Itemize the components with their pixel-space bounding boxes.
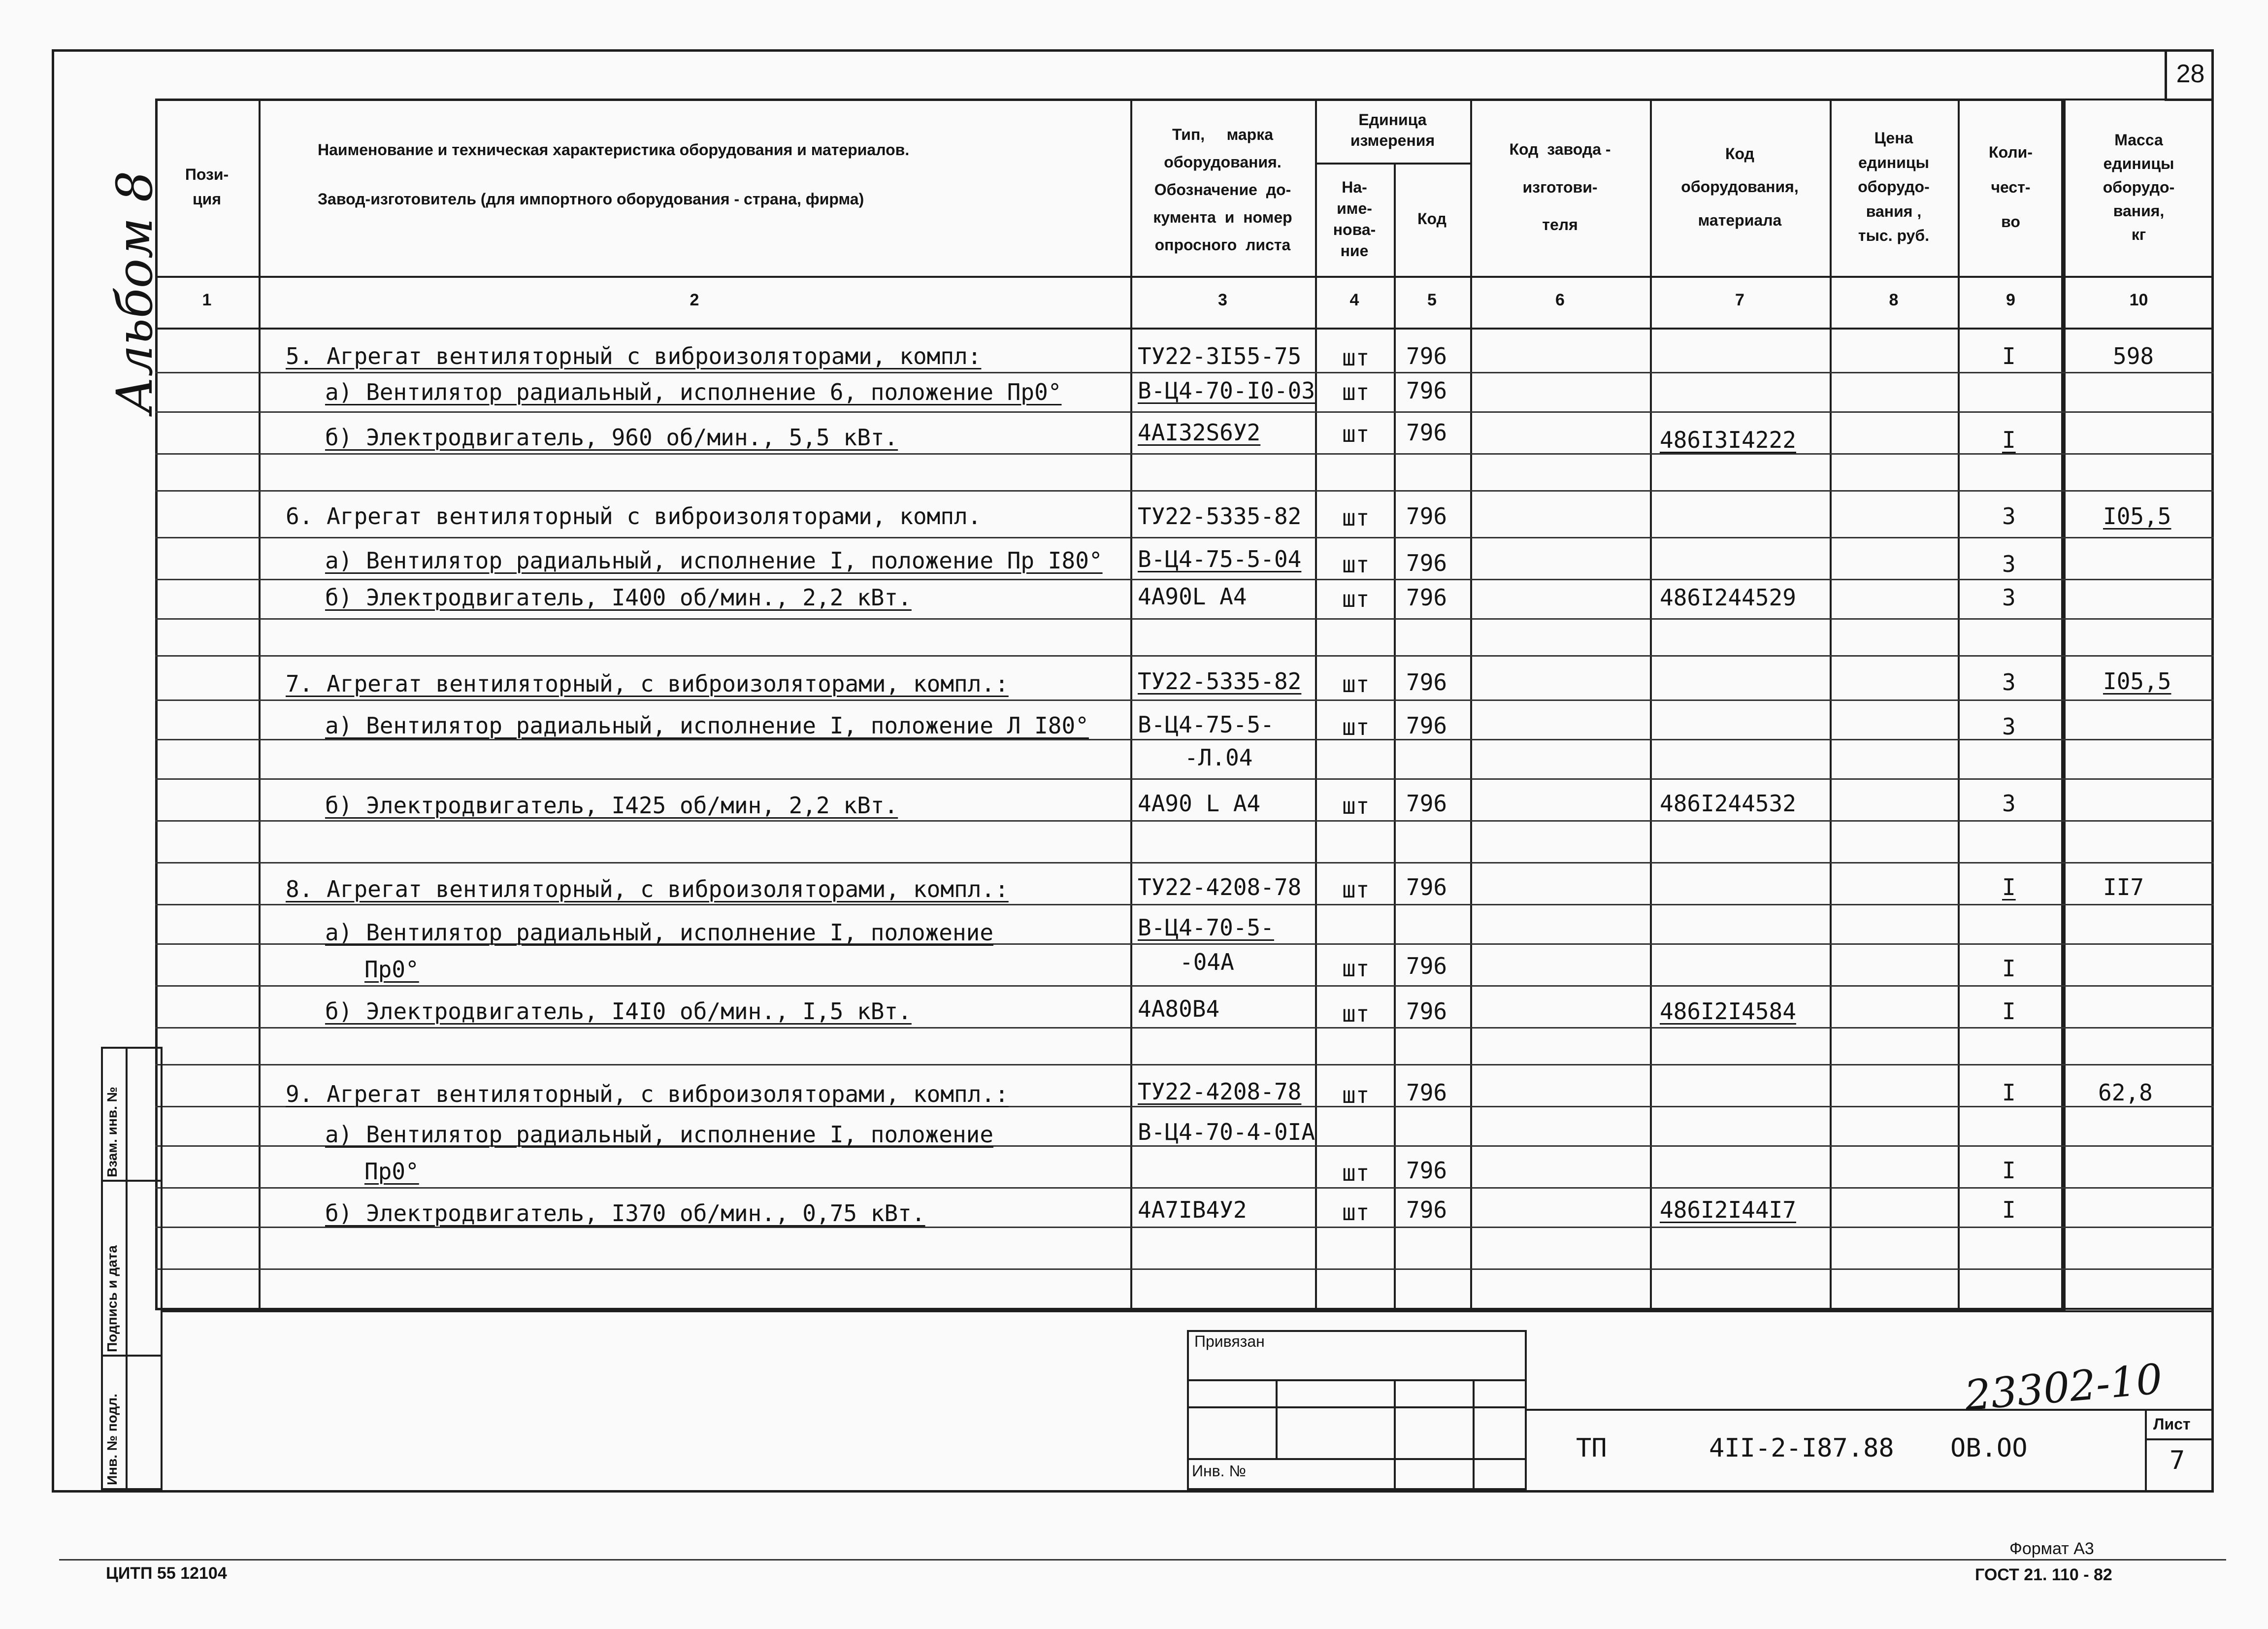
row-item-type: В-Ц4-70-5- xyxy=(1138,914,1274,941)
row-item-unit: шт xyxy=(1342,551,1370,578)
row-item-code: 796 xyxy=(1406,550,1447,576)
row-item-code: 796 xyxy=(1406,1079,1447,1106)
row-item-mass: 598 xyxy=(2113,343,2154,369)
header-col-unit-name: На- име- нова- ние xyxy=(1333,178,1376,260)
row-item-code: 796 xyxy=(1406,1197,1447,1223)
col-divider xyxy=(1394,163,1396,1310)
footer-format: Формат А3 xyxy=(2009,1539,2094,1558)
row-item-qty: I xyxy=(2002,343,2016,369)
header-bottom-line xyxy=(155,276,2064,278)
row-item-name: б) Электродвигатель, 960 об/мин., 5,5 кВт. xyxy=(325,424,898,451)
privyazan-line xyxy=(1187,1458,1527,1460)
row-line xyxy=(155,1268,2214,1270)
row-item-code: 796 xyxy=(1406,669,1447,696)
col-number: 2 xyxy=(690,291,699,309)
privyazan-line xyxy=(1187,1379,1527,1381)
row-item-mass: I05,5 xyxy=(2103,668,2171,695)
row-line xyxy=(155,862,2214,864)
header-col-name-line2: Завод-изготовитель (для импортного оборудования - страна, фирма) xyxy=(318,190,864,208)
page-number: 28 xyxy=(2165,49,2214,101)
row-item-unit: шт xyxy=(1342,421,1370,447)
header-col-name-line1: Наименование и техническая характеристика оборудования и материалов. xyxy=(318,141,910,159)
row-line xyxy=(155,618,2214,620)
side-stamp-line xyxy=(101,1180,163,1182)
doc-tp: ТП xyxy=(1576,1433,1607,1463)
row-item-qty: I xyxy=(2002,1157,2016,1184)
row-item-mass: II7 xyxy=(2103,874,2144,900)
row-item-qty: I xyxy=(2002,874,2016,900)
col-number: 8 xyxy=(1889,291,1899,309)
unit-subheader-line xyxy=(1315,163,1470,165)
album-label: Альбом 8 xyxy=(106,170,164,414)
handwritten-number: 23302-10 xyxy=(1963,1354,2165,1420)
row-line xyxy=(155,411,2214,413)
row-item-qty: 3 xyxy=(2002,713,2016,740)
col-number: 9 xyxy=(2006,291,2015,309)
side-stamp-line xyxy=(101,1355,163,1357)
row-item-name: 9. Агрегат вентиляторный, с виброизоляторами, компл.: xyxy=(286,1081,1009,1107)
row-item-type: ТУ22-5335-82 xyxy=(1138,668,1302,695)
row-item-name: 6. Агрегат вентиляторный с виброизоляторами, компл. xyxy=(286,503,982,530)
row-item-type: ТУ22-3I55-75 xyxy=(1138,343,1302,369)
side-stamp-inv: Инв. № подл. xyxy=(104,1394,120,1485)
row-item-type-cont: -04А xyxy=(1180,949,1234,975)
col-number: 10 xyxy=(2129,291,2148,309)
mass-header-line xyxy=(2064,276,2214,278)
row-item-qty: I xyxy=(2002,998,2016,1025)
row-item-code: 796 xyxy=(1406,953,1447,979)
col-divider xyxy=(1470,99,1472,1310)
row-line xyxy=(155,490,2214,492)
side-stamp-podpis: Подпись и дата xyxy=(104,1245,120,1352)
side-stamp-divider xyxy=(126,1047,128,1490)
row-line xyxy=(155,820,2214,822)
row-item-unit: шт xyxy=(1342,671,1370,698)
row-item-name: а) Вентилятор радиальный, исполнение 6, положение Пр0° xyxy=(325,379,1062,405)
row-item-unit: шт xyxy=(1342,344,1370,371)
row-item-unit: шт xyxy=(1342,1082,1370,1108)
row-item-name: а) Вентилятор радиальный, исполнение I, положение Л I80° xyxy=(325,712,1089,739)
col-divider xyxy=(1130,99,1132,1310)
footer-gost: ГОСТ 21. 110 - 82 xyxy=(1975,1565,2112,1584)
row-item-equip-code: 486I244529 xyxy=(1660,584,1796,611)
privyazan-divider xyxy=(1394,1379,1396,1490)
row-item-unit: шт xyxy=(1342,955,1370,982)
row-item-type: 4А7IВ4У2 xyxy=(1138,1197,1247,1223)
row-item-qty: 3 xyxy=(2002,584,2016,611)
row-item-type: ТУ22-4208-78 xyxy=(1138,1078,1302,1105)
row-line xyxy=(155,778,2214,780)
row-item-name: а) Вентилятор радиальный, исполнение I, положение xyxy=(325,1121,994,1148)
title-doc-line xyxy=(1527,1409,2214,1411)
col-number: 7 xyxy=(1735,291,1744,309)
col-divider xyxy=(1650,99,1652,1310)
privyazan-line xyxy=(1187,1406,1527,1408)
row-item-unit: шт xyxy=(1342,1199,1370,1226)
title-top-line xyxy=(163,1310,2214,1312)
col-number: 4 xyxy=(1349,291,1359,309)
row-item-qty: 3 xyxy=(2002,669,2016,696)
row-item-name: а) Вентилятор радиальный, исполнение I, положение Пр I80° xyxy=(325,547,1103,574)
row-item-unit: шт xyxy=(1342,379,1370,405)
privyazan-label: Привязан xyxy=(1194,1332,1265,1350)
bottom-rule xyxy=(59,1559,2226,1561)
row-item-type: 4А90L А4 xyxy=(1138,583,1247,610)
row-item-code: 796 xyxy=(1406,584,1447,611)
row-line xyxy=(155,1027,2214,1029)
privyazan-divider xyxy=(1473,1379,1475,1490)
col-number: 3 xyxy=(1218,291,1227,309)
row-item-code: 796 xyxy=(1406,377,1447,404)
row-item-name: б) Электродвигатель, I425 об/мин, 2,2 кВт. xyxy=(325,792,898,819)
header-col-mass: Масса единицы оборудо- вания, кг xyxy=(2103,131,2175,243)
row-item-mass: I05,5 xyxy=(2103,503,2171,530)
header-col-unit-code: Код xyxy=(1417,210,1446,228)
sheet-number: 7 xyxy=(2169,1446,2185,1475)
row-line xyxy=(155,1187,2214,1189)
row-item-name: б) Электродвигатель, I370 об/мин., 0,75 кВт. xyxy=(325,1200,925,1227)
row-item-qty: I xyxy=(2002,1079,2016,1106)
row-item-unit: шт xyxy=(1342,504,1370,531)
footer-left: ЦИТП 55 12104 xyxy=(106,1564,227,1583)
header-col-quantity: Коли- чест- во xyxy=(1989,143,2033,231)
row-item-mass: 62,8 xyxy=(2098,1079,2153,1106)
row-line xyxy=(155,739,2214,740)
row-item-type-cont: -Л.04 xyxy=(1184,744,1253,771)
row-item-equip-code: 486I244532 xyxy=(1660,790,1796,817)
row-line xyxy=(155,579,2214,580)
col-divider xyxy=(259,99,261,1310)
row-item-type: 4А80В4 xyxy=(1138,996,1220,1022)
row-item-code: 796 xyxy=(1406,1157,1447,1184)
row-item-code: 796 xyxy=(1406,343,1447,369)
row-item-qty: I xyxy=(2002,427,2016,453)
mass-numbers-line xyxy=(2064,328,2214,330)
mass-top-line xyxy=(2064,99,2214,100)
col-divider xyxy=(1315,99,1317,1310)
row-item-qty: 3 xyxy=(2002,503,2016,530)
row-item-code: 796 xyxy=(1406,419,1447,446)
row-item-name: б) Электродвигатель, I400 об/мин., 2,2 кВт. xyxy=(325,584,912,611)
row-item-name-cont: Пр0° xyxy=(364,1158,419,1185)
row-item-type: В-Ц4-70-I0-03 xyxy=(1138,377,1315,404)
header-col-type: Тип, марка оборудования. Обозначение до- кумента и номер опросного листа xyxy=(1153,126,1292,254)
row-item-type: 4А90 L А4 xyxy=(1138,790,1261,817)
col-divider xyxy=(1958,99,1960,1310)
col-number: 6 xyxy=(1555,291,1565,309)
row-item-code: 796 xyxy=(1406,998,1447,1025)
header-col-position: Пози- ция xyxy=(185,166,229,208)
row-item-name: 5. Агрегат вентиляторный с виброизоляторами, компл: xyxy=(286,343,982,369)
privyazan-divider xyxy=(1276,1379,1278,1458)
row-line xyxy=(155,1064,2214,1065)
row-item-name: 7. Агрегат вентиляторный, с виброизоляторами, компл.: xyxy=(286,670,1009,697)
row-item-equip-code: 486I2I44I7 xyxy=(1660,1197,1796,1223)
col-number: 5 xyxy=(1427,291,1437,309)
row-item-unit: шт xyxy=(1342,586,1370,612)
row-line xyxy=(155,699,2214,701)
row-item-type: ТУ22-5335-82 xyxy=(1138,503,1302,530)
row-item-type: В-Ц4-75-5- xyxy=(1138,711,1274,738)
row-line xyxy=(155,655,2214,657)
header-col-equipment-code: Код оборудования, материала xyxy=(1681,145,1799,229)
row-item-code: 796 xyxy=(1406,874,1447,900)
row-item-qty: I xyxy=(2002,955,2016,982)
row-item-type: ТУ22-4208-78 xyxy=(1138,874,1302,900)
header-unit-group: Единица измерения xyxy=(1350,111,1435,149)
row-line xyxy=(155,453,2214,455)
row-item-qty: 3 xyxy=(2002,551,2016,577)
header-col-price: Цена единицы оборудо- вания , тыс. руб. xyxy=(1858,129,1930,245)
row-item-qty: I xyxy=(2002,1197,2016,1223)
row-item-unit: шт xyxy=(1342,1000,1370,1027)
col-divider xyxy=(2064,99,2066,1310)
inv-no-label: Инв. № xyxy=(1192,1462,1246,1480)
row-item-equip-code: 486I2I4584 xyxy=(1660,998,1796,1025)
row-item-qty: 3 xyxy=(2002,790,2016,817)
row-item-type: 4АI32S6У2 xyxy=(1138,419,1261,446)
row-line xyxy=(155,1227,2214,1228)
sheet-label: Лист xyxy=(2153,1415,2191,1433)
row-item-name-cont: Пр0° xyxy=(364,956,419,983)
sheet-line xyxy=(2145,1438,2214,1440)
row-line xyxy=(155,537,2214,538)
row-item-code: 796 xyxy=(1406,503,1447,530)
row-line xyxy=(155,985,2214,987)
header-col-factory-code: Код завода - изготови- теля xyxy=(1509,140,1611,234)
row-item-equip-code: 486I3I4222 xyxy=(1660,427,1796,453)
row-line xyxy=(155,904,2214,905)
mass-bottom-line xyxy=(2064,1308,2214,1310)
row-item-type: В-Ц4-70-4-0IА xyxy=(1138,1119,1315,1145)
row-item-name: б) Электродвигатель, I4I0 об/мин., I,5 кВт. xyxy=(325,998,912,1025)
row-item-unit: шт xyxy=(1342,876,1370,903)
row-line xyxy=(155,372,2214,373)
col-divider xyxy=(1830,99,1832,1310)
col-number: 1 xyxy=(202,291,212,309)
side-stamp-vzam: Взам. инв. № xyxy=(104,1087,120,1177)
row-item-unit: шт xyxy=(1342,793,1370,819)
row-item-type: В-Ц4-75-5-04 xyxy=(1138,546,1302,572)
numbers-bottom-line xyxy=(155,328,2064,330)
row-item-code: 796 xyxy=(1406,712,1447,739)
row-item-name: а) Вентилятор радиальный, исполнение I, положение xyxy=(325,919,994,946)
row-item-unit: шт xyxy=(1342,714,1370,740)
doc-number: 4II-2-I87.88 xyxy=(1709,1433,1894,1463)
row-item-unit: шт xyxy=(1342,1160,1370,1186)
doc-code: ОВ.ОО xyxy=(1950,1433,2028,1463)
row-item-name: 8. Агрегат вентиляторный, с виброизоляторами, компл.: xyxy=(286,876,1009,902)
row-item-code: 796 xyxy=(1406,790,1447,817)
